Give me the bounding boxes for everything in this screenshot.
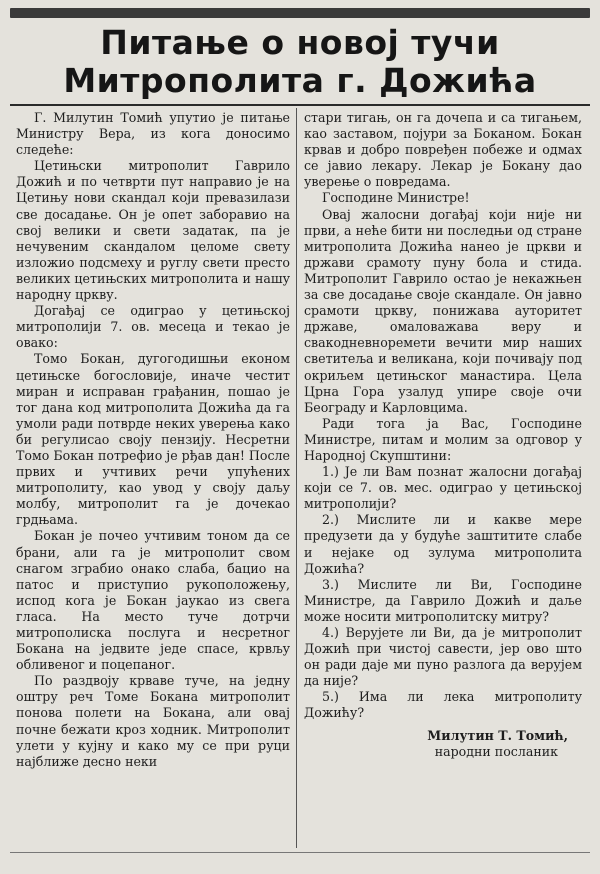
column-divider xyxy=(296,108,297,848)
headline xyxy=(0,24,600,100)
top-rule xyxy=(10,8,590,18)
paragraph: Цетињски митрополит Гаврило Дожић и по четврти пут направио је на Цетињу нови скандал који превазилази све досадање. Он је опет заборавио на свој велики и свети задатак, па је нечувеним скандалом целоме свету изложио подсмеху и руглу свети престо великих цетињских митрополита и нашу народну цркву. xyxy=(16,158,290,303)
paragraph: По раздвоју крваве туче, на једну оштру реч Томе Бокана митрополит понова полети на Бокана, али овај почне бежати кроз ходник. Митрополит улети у кујну и како му се при руци најближе десно неки xyxy=(16,673,290,769)
question-1: 1.) Је ли Вам познат жалосни догађај који се 7. ов. мес. одиграо у цетињској митрополији? xyxy=(304,464,582,512)
signature-name: Милутин Т. Томић, xyxy=(427,727,568,743)
paragraph: Овај жалосни догађај који није ни први, а неће бити ни последњи од стране митрополита Дожића нанео је цркви и држави срамоту пуну бола и стида. Митрополит Гаврило остао је некажњен за све досадање своје скандале. Он јавно срамоти цркву, понижава ауторитет државе, омаловажава веру и свакодневноремети вечити мир наших светитеља и великана, који почивају под окриљем цетињског манастира. Цела Црна Гора узалуд упире своје очи Београду и Карловцима. xyxy=(304,206,582,415)
title-rule xyxy=(10,104,590,106)
question-4: 4.) Верујете ли Ви, да је митрополит Дожић при чистој савести, јер ово што он ради даје ми пуно разлога да верујем да није? xyxy=(304,625,582,689)
signature-title: народни посланик xyxy=(434,743,558,759)
headline-line-1: Питање о новој тучи xyxy=(100,23,500,62)
paragraph: Томо Бокан, дугогодишњи економ цетињске богословије, иначе честит миран и исправан грађанин, пошао је тог дана код митрополита Дожића да га умоли ради потврде неких уверења како би регулисао своју пензију. Несретни Томо Бокан потрефио је рђав дан! После првих и учтивих речи упућених митрополиту, као увод у своју даљу молбу, митрополит га је дочекао грдњама. xyxy=(16,351,290,528)
paragraph: Бокан је почео учтивим тоном да се брани, али га је митрополит свом снагом зграбио онако слаба, бацио на патос и приступио рукоположењу, испод кога је Бокан јаукао из свега гласа. На место туче дотрчи митрополиска послуга и несретног Бокана на једвите једе спасе, крвљу обливеног и поцепаног. xyxy=(16,528,290,673)
left-column xyxy=(16,110,290,770)
paragraph: Догађај се одиграо у цетињској митрополији 7. ов. месеца и текао је овако: xyxy=(16,303,290,351)
paragraph: Г. Милутин Томић упутио је питање Министру Вера, из кога доносимо следеће: xyxy=(16,110,290,158)
bottom-rule xyxy=(10,852,590,853)
question-3: 3.) Мислите ли Ви, Господине Министре, да Гаврило Дожић и даље може носити митрополитску митру? xyxy=(304,576,582,624)
question-5: 5.) Има ли лека митрополиту Дожићу? xyxy=(304,689,582,721)
right-column xyxy=(304,110,582,760)
paragraph: Ради тога ја Вас, Господине Министре, питам и молим за одговор у Народној Скупштини: xyxy=(304,415,582,463)
question-2: 2.) Мислите ли и какве мере предузети да у будуће заштитите слабе и нејаке од зулума митрополита Дожића? xyxy=(304,512,582,576)
paragraph: стари тигањ, он га дочепа и са тигањем, као заставом, појури за Боканом. Бокан крвав и добро повређен побеже и одмах се јавио лекару. Лекар је Бокану дао уверење о повредама. xyxy=(304,110,582,190)
headline-line-2: Митрополита г. Дожића xyxy=(63,61,537,100)
paragraph: Господине Министре! xyxy=(322,190,470,206)
